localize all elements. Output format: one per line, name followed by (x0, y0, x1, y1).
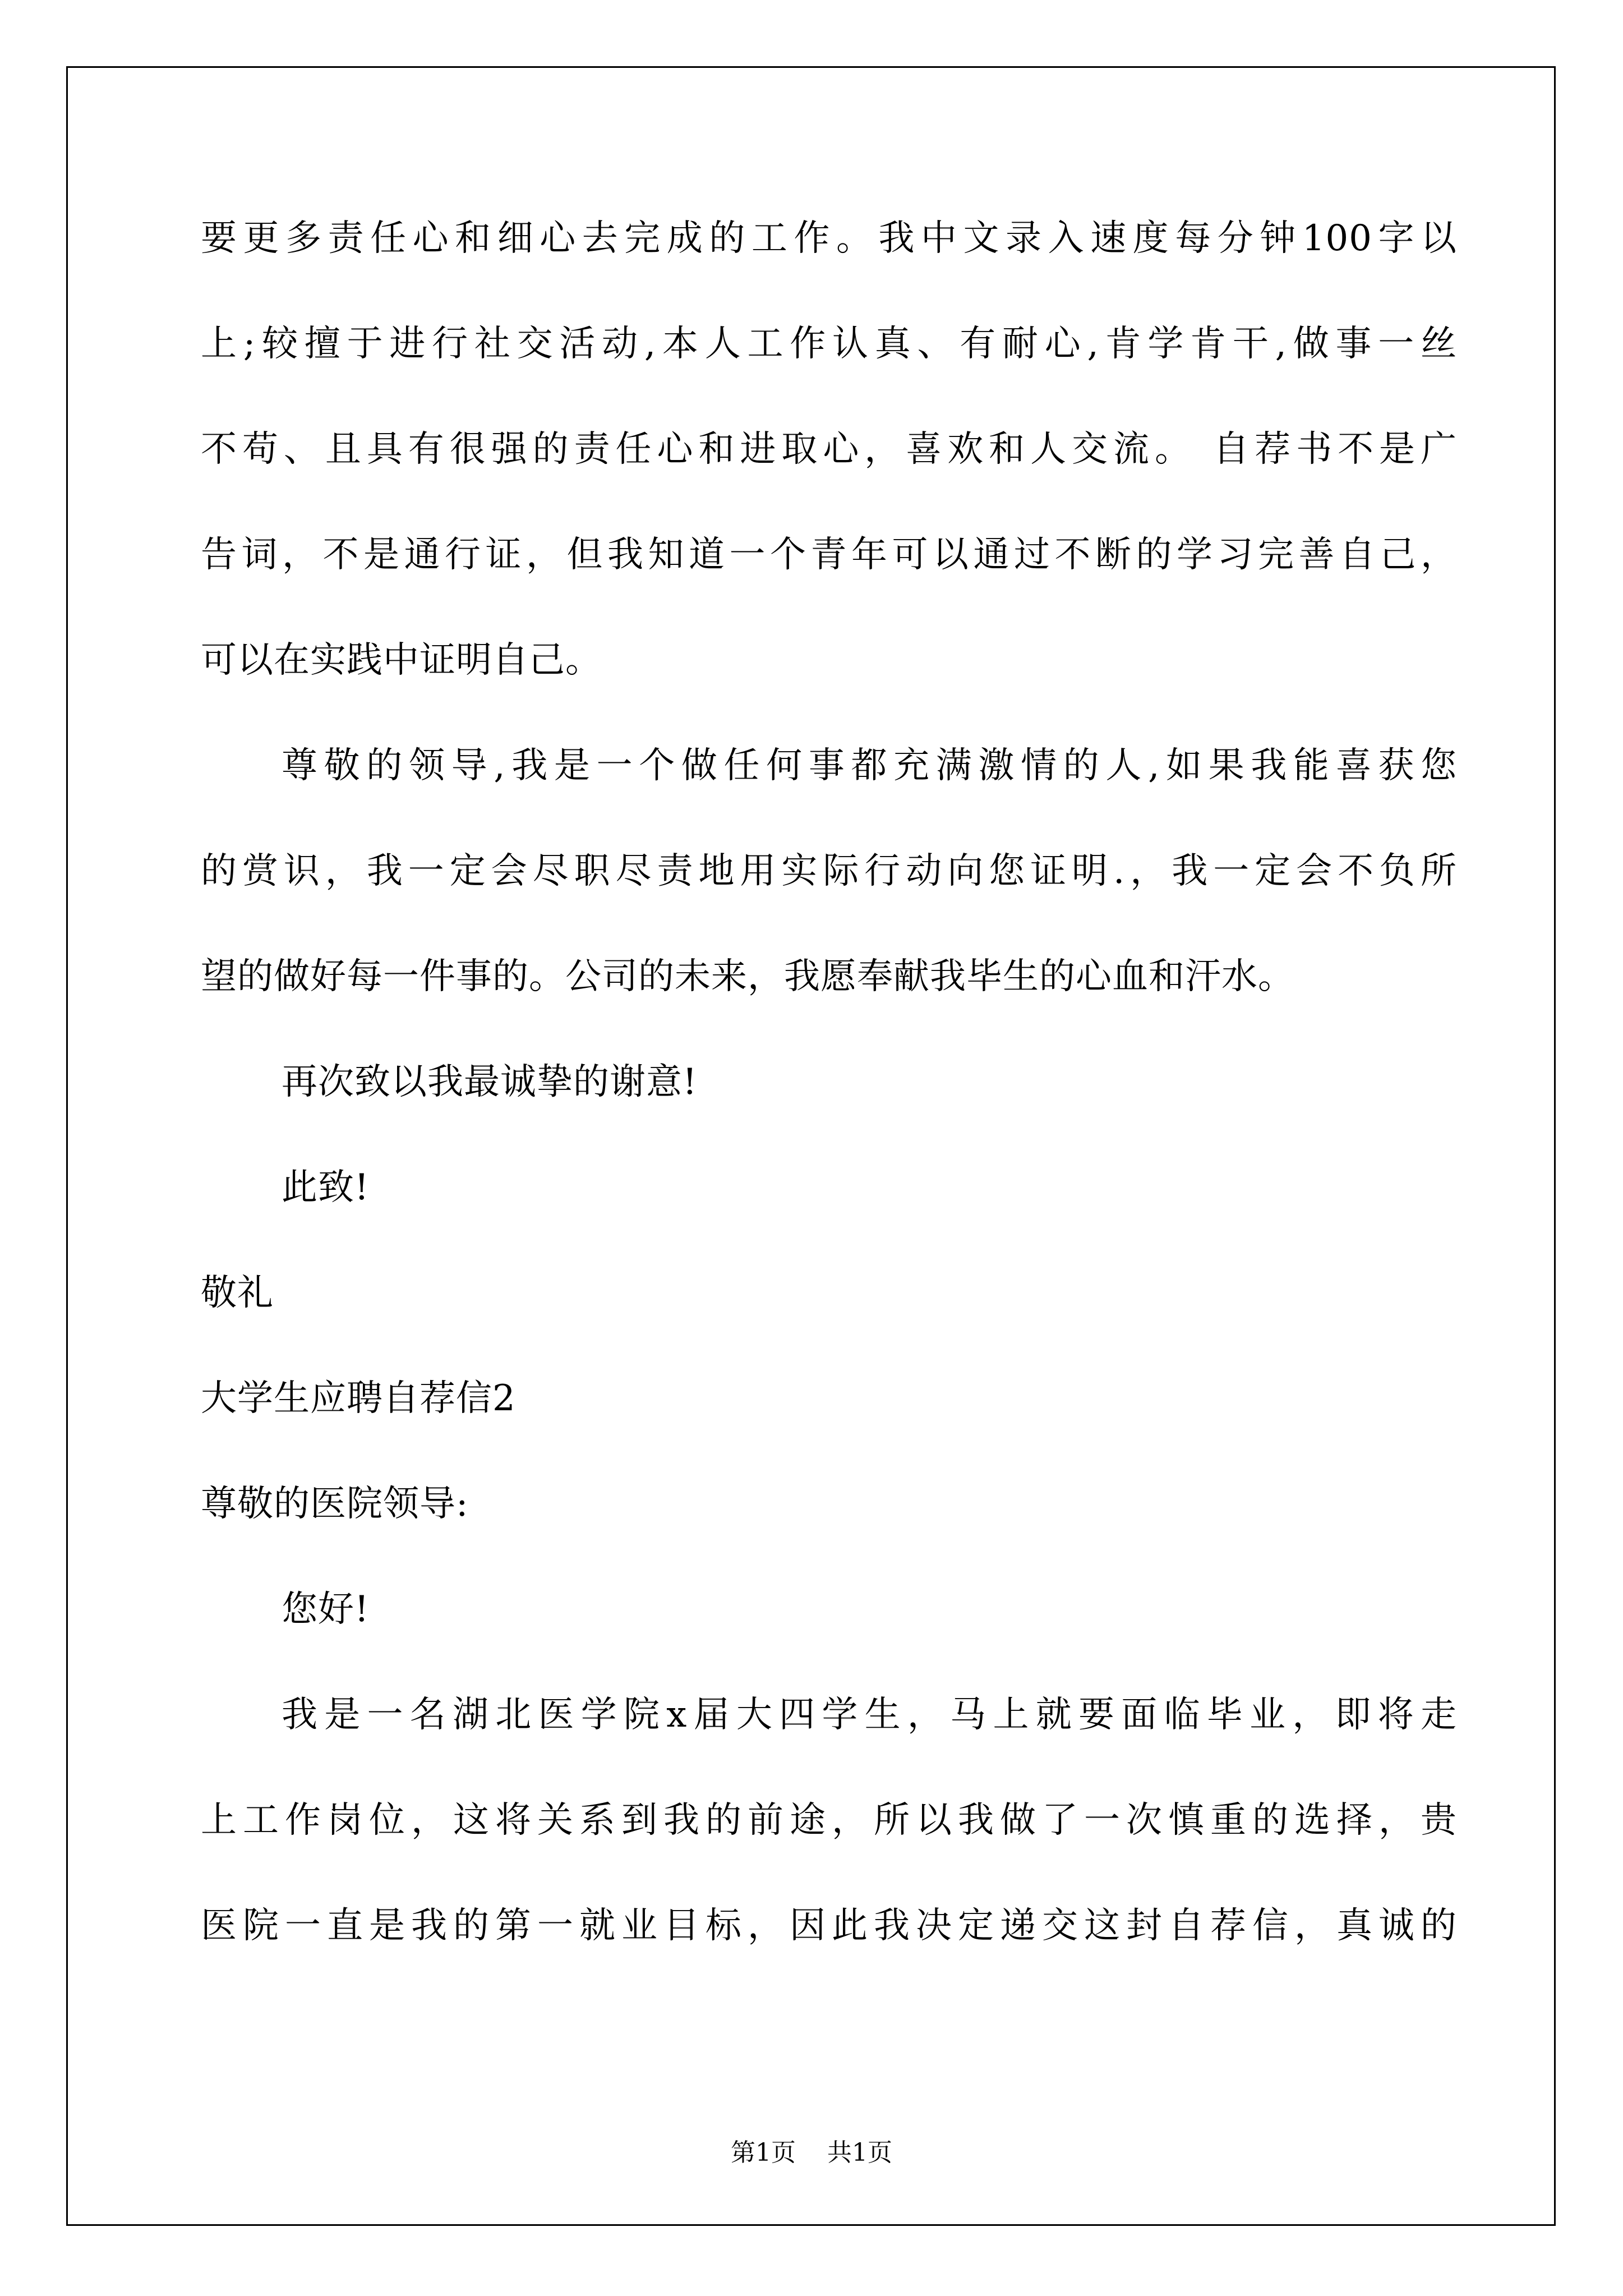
greeting-recipient: 尊敬的医院领导: (201, 1483, 469, 1525)
page-footer: 第1页 共1页 (731, 2138, 892, 2167)
page-border (66, 66, 1556, 2226)
text-line: 可以在实践中证明自己。 (201, 639, 602, 681)
text-line: 医院一直是我的第一就业目标，因此我决定递交这封自荐信，真诚的 (201, 1905, 1457, 1947)
paragraph-first-line: 尊敬的领导,我是一个做任何事都充满激情的人,如果我能喜获您 (282, 745, 1457, 786)
paragraph-first-line: 我是一名湖北医学院x届大四学生，马上就要面临毕业，即将走 (282, 1694, 1457, 1736)
salutation-close: 敬礼 (201, 1272, 274, 1314)
greeting-hello: 您好! (282, 1589, 370, 1630)
text-line: 告词，不是通行证，但我知道一个青年可以通过不断的学习完善自己， (201, 534, 1457, 576)
section-title: 大学生应聘自荐信2 (201, 1378, 516, 1419)
text-line: 的赏识，我一定会尽职尽责地用实际行动向您证明.，我一定会不负所 (201, 850, 1457, 892)
closing-line: 此致! (282, 1167, 370, 1208)
text-line: 望的做好每一件事的。公司的未来，我愿奉献我毕生的心血和汗水。 (201, 956, 1294, 997)
text-line: 要更多责任心和细心去完成的工作。我中文录入速度每分钟100字以 (201, 218, 1457, 259)
text-line: 上工作岗位，这将关系到我的前途，所以我做了一次慎重的选择，贵 (201, 1800, 1457, 1841)
text-line: 上;较擅于进行社交活动,本人工作认真、有耐心,肯学肯干,做事一丝 (201, 323, 1457, 365)
text-line: 不苟、且具有很强的责任心和进取心，喜欢和人交流。 自荐书不是广 (201, 429, 1457, 470)
thanks-line: 再次致以我最诚挚的谢意! (282, 1061, 698, 1103)
